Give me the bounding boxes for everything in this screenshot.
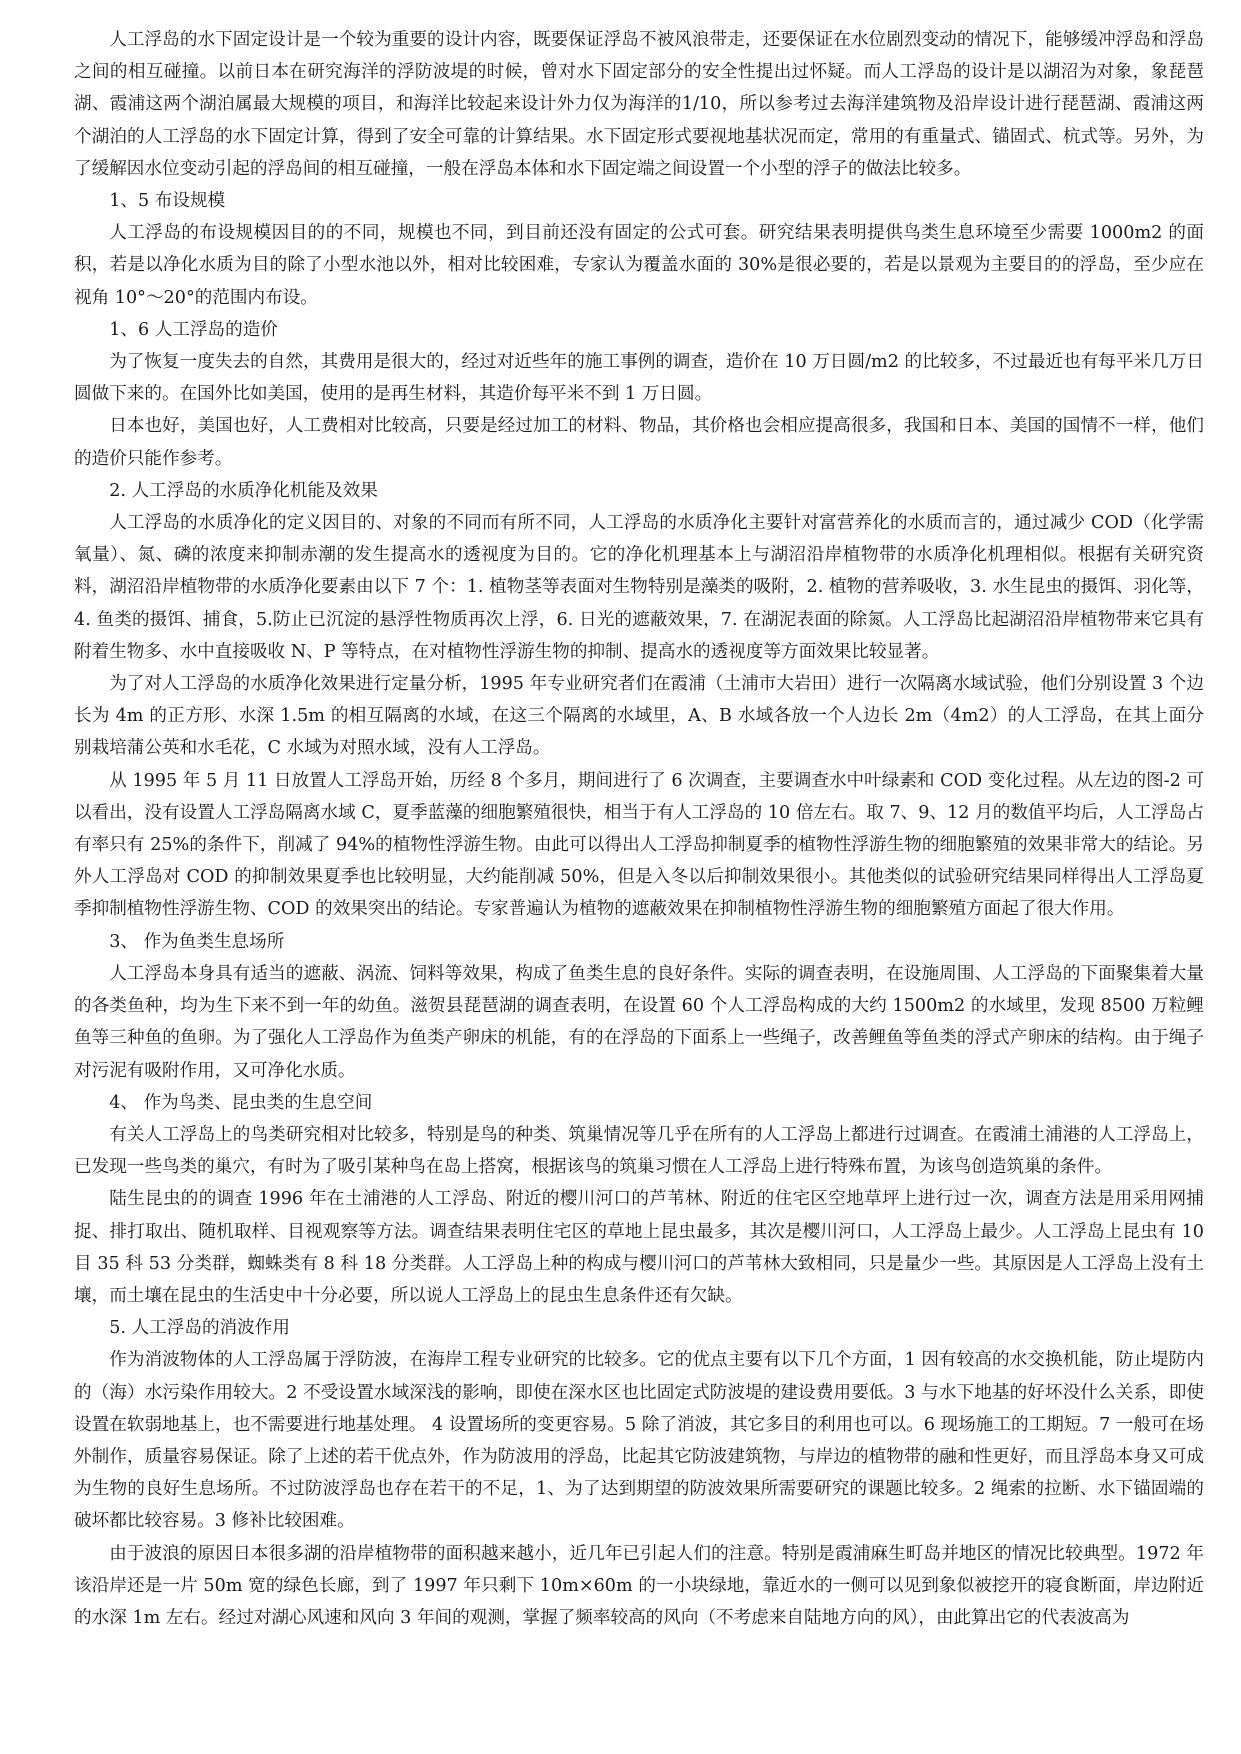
section-heading-1-6: 1、6 人工浮岛的造价 [109, 319, 278, 340]
paragraph-cost: 为了恢复一度失去的自然，其费用是很大的，经过对近些年的施工事例的调查，造价在 10 万日圆/m2 的比较多，不过最近也有每平米几万日圆做下来的。在国外比如美国，使用的是再生材料，其造价每平米不到 1 万日圆。 [74, 352, 1204, 405]
paragraph-underwater-fixing: 人工浮岛的水下固定设计是一个较为重要的设计内容，既要保证浮岛不被风浪带走，还要保证在水位剧烈变动的情况下，能够缓冲浮岛和浮岛之间的相互碰撞。以前日本在研究海洋的浮防波堤的时候，曾对水下固定部分的安全性提出过怀疑。而人工浮岛的设计是以湖沼为对象，象琵琶湖、霞浦这两个湖泊属最大规模的项目，和海洋比较起来设计外力仅为海洋的1/10，所以参考过去海洋建筑物及沿岸设计进行琵琶湖、霞浦这两个湖泊的人工浮岛的水下固定计算，得到了安全可靠的计算结果。水下固定形式要视地基状况而定，常用的有重量式、锚固式、杭式等。另外，为了缓解因水位变动引起的浮岛间的相互碰撞，一般在浮岛本体和水下固定端之间设置一个小型的浮子的做法比较多。 [74, 30, 1204, 179]
paragraph-cost-reference: 日本也好，美国也好，人工费相对比较高，只要是经过加工的材料、物品，其价格也会相应提高很多，我国和日本、美国的国情不一样，他们的造价只能作参考。 [74, 416, 1204, 469]
paragraph-layout-scale: 人工浮岛的布设规模因目的的不同，规模也不同，到目前还没有固定的公式可套。研究结果表明提供鸟类生息环境至少需要 1000m2 的面积，若是以净化水质为目的除了小型水池以外，相对比较困难，专家认为覆盖水面的 30%是很必要的，若是以景观为主要目的的浮岛，至少应在视角 10°～20°的范围内布设。 [74, 223, 1204, 308]
paragraph-experiment-results: 从 1995 年 5 月 11 日放置人工浮岛开始，历经 8 个多月，期间进行了 6 次调查，主要调查水中叶绿素和 COD 变化过程。从左边的图-2 可以看出，没有设置人工浮岛隔离水域 C，夏季蓝藻的细胞繁殖很快，相当于有人工浮岛的 10 倍左右。取 7、9、12 月的数值平均后，人工浮岛占有率只有 25%的条件下，削减了 94%的植物性浮游生物。由此可以得出人工浮岛抑制夏季的植物性浮游生物的细胞繁殖的效果非常大的结论。另外人工浮岛对 COD 的抑制效果夏季也比较明显，大约能削减 50%，但是入冬以后抑制效果很小。其他类似的试验研究结果同样得出人工浮岛夏季抑制植物性浮游生物、COD 的效果突出的结论。专家普遍认为植物的遮蔽效果在抑制植物性浮游生物的细胞繁殖方面起了很大作用。 [74, 770, 1204, 920]
section-heading-5: 5. 人工浮岛的消波作用 [109, 1318, 290, 1339]
paragraph-isolation-experiment: 为了对人工浮岛的水质净化效果进行定量分析，1995 年专业研究者们在霞浦（土浦市大岩田）进行一次隔离水域试验，他们分别设置 3 个边长为 4m 的正方形、水深 1.5m 的相互隔离的水域，在这三个隔离的水域里，A、B 水域各放一个人边长 2m（4m2）的人工浮岛，在其上面分别栽培蒲公英和水毛花，C 水域为对照水域，没有人工浮岛。 [74, 674, 1204, 759]
paragraph-purification-mechanism: 人工浮岛的水质净化的定义因目的、对象的不同而有所不同，人工浮岛的水质净化主要针对富营养化的水质而言的，通过减少 COD（化学需氧量）、氮、磷的浓度来抑制赤潮的发生提高水的透视度为目的。它的净化机理基本上与湖沼沿岸植物带的水质净化机理相似。根据有关研究资料，湖沼沿岸植物带的水质净化要素由以下 7 个：1. 植物茎等表面对生物特别是藻类的吸附，2. 植物的营养吸收，3. 水生昆虫的摄饵、羽化等，4. 鱼类的摄饵、捕食，5.防止已沉淀的悬浮性物质再次上浮，6. 日光的遮蔽效果，7. 在湖泥表面的除氮。人工浮岛比起湖沼沿岸植物带来它具有附着生物多、水中直接吸收 N、P 等特点，在对植物性浮游生物的抑制、提高水的透视度等方面效果比较显著。 [74, 513, 1204, 662]
paragraph-fish-habitat: 人工浮岛本身具有适当的遮蔽、涡流、饲料等效果，构成了鱼类生息的良好条件。实际的调查表明，在设施周围、人工浮岛的下面聚集着大量的各类鱼种，均为生下来不到一年的幼鱼。滋贺县琵琶湖的调查表明，在设置 60 个人工浮岛构成的大约 1500m2 的水域里，发现 8500 万粒鲤鱼等三种鱼的鱼卵。为了强化人工浮岛作为鱼类产卵床的机能，有的在浮岛的下面系上一些绳子，改善鲤鱼等鱼类的浮式产卵床的结构。由于绳子对污泥有吸附作用，又可净化水质。 [74, 963, 1204, 1081]
section-heading-3: 3、 作为鱼类生息场所 [109, 931, 285, 952]
paragraph-wave-dissipation: 作为消波物体的人工浮岛属于浮防波，在海岸工程专业研究的比较多。它的优点主要有以下几个方面，1 因有较高的水交换机能，防止堤防内的（海）水污染作用较大。2 不受设置水域深浅的影响，即使在深水区也比固定式防波堤的建设费用要低。3 与水下地基的好坏没什么关系，即使设置在软弱地基上，也不需要进行地基处理。 4 设置场所的变更容易。5 除了消波，其它多目的利用也可以。6 现场施工的工期短。7 一般可在场外制作，质量容易保证。除了上述的若干优点外，作为防波用的浮岛，比起其它防波建筑物，与岸边的植物带的融和性更好，而且浮岛本身又可成为生物的良好生息场所。不过防波浮岛也存在若干的不足，1、为了达到期望的防波效果所需要研究的课题比较多。2 绳索的拉断、水下锚固端的破坏都比较容易。3 修补比较困难。 [74, 1350, 1204, 1532]
paragraph-bird-habitat: 有关人工浮岛上的鸟类研究相对比较多，特别是鸟的种类、筑巢情况等几乎在所有的人工浮岛上都进行过调查。在霞浦土浦港的人工浮岛上，已发现一些鸟类的巢穴，有时为了吸引某种鸟在岛上搭窝，根据该鸟的筑巢习惯在人工浮岛上进行特殊布置，为该鸟创造筑巢的条件。 [74, 1124, 1204, 1178]
section-heading-4: 4、 作为鸟类、昆虫类的生息空间 [109, 1092, 373, 1113]
paragraph-insect-survey: 陆生昆虫的的调查 1996 年在土浦港的人工浮岛、附近的樱川河口的芦苇林、附近的住宅区空地草坪上进行过一次，调查方法是用采用网捕捉、排打取出、随机取样、目视观察等方法。调查结果表明住宅区的草地上昆虫最多，其次是樱川河口，人工浮岛上最少。人工浮岛上昆虫有 10 目 35 科 53 分类群，蜘蛛类有 8 科 18 分类群。人工浮岛上种的构成与樱川河口的芦苇林大致相同，只是量少一些。其原因是人工浮岛上没有土壤，而土壤在昆虫的生活史中十分必要，所以说人工浮岛上的昆虫生息条件还有欠缺。 [74, 1189, 1204, 1306]
paragraph-shoreline-case: 由于波浪的原因日本很多湖的沿岸植物带的面积越来越小，近几年已引起人们的注意。特别是霞浦麻生町岛并地区的情况比较典型。1972 年该沿岸还是一片 50m 宽的绿色长廊，到了 1997 年只剩下 10m×60m 的一小块绿地，靠近水的一侧可以见到象似被挖开的寝食断面，岸边附近的水深 1m 左右。经过对湖心风速和风向 3 年间的观测，掌握了频率较高的风向（不考虑来自陆地方向的风），由此算出它的代表波高为 [74, 1543, 1204, 1628]
document-page [74, 24, 1204, 1634]
section-heading-1-5: 1、5 布设规模 [109, 191, 226, 212]
section-heading-2: 2. 人工浮岛的水质净化机能及效果 [109, 480, 378, 501]
